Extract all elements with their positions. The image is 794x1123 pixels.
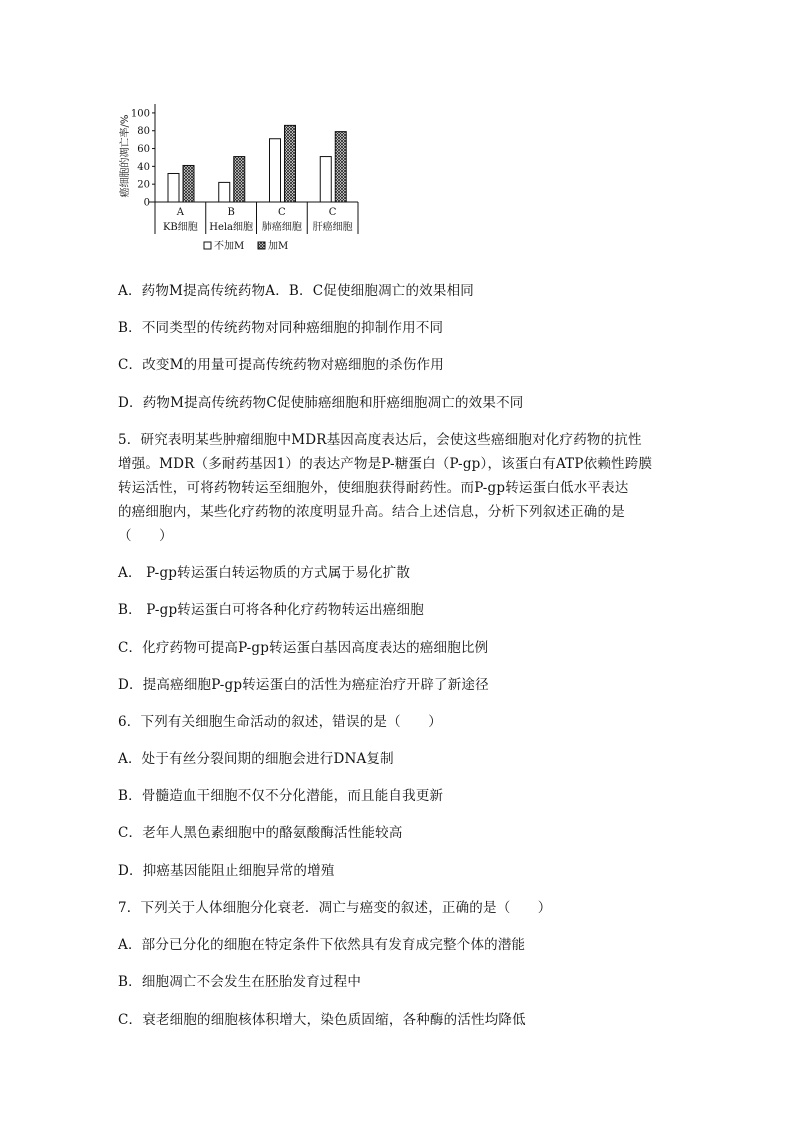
- category-letter: C: [328, 207, 337, 218]
- legend-label: 不加M: [214, 241, 245, 252]
- chart-legend: [204, 239, 288, 252]
- legend-swatch: [204, 242, 211, 249]
- question-5-line-3: 转运活性，可将药物转运至细胞外，使细胞获得耐药性。而P-gp转运蛋白低水平表达: [118, 480, 629, 496]
- x-category-labels: [163, 207, 353, 233]
- option-a-q5: A． P-gp转运蛋白转运物质的方式属于易化扩散: [118, 565, 411, 581]
- y-axis-label-group: [118, 115, 131, 198]
- option-c-q5: C．化疗药物可提高P-gp转运蛋白基因高度表达的癌细胞比例: [118, 640, 489, 656]
- option-a-q6: A．处于有丝分裂间期的细胞会进行DNA复制: [118, 751, 394, 767]
- bar-without-m: [168, 173, 179, 202]
- option-b-q7: B．细胞凋亡不会发生在胚胎发育过程中: [118, 974, 362, 990]
- option-b-q4: B．不同类型的传统药物对同种癌细胞的抑制作用不同: [118, 320, 444, 336]
- option-b-q5: B． P-gp转运蛋白可将各种化疗药物转运出癌细胞: [118, 602, 424, 618]
- chart-bars: [168, 125, 346, 202]
- option-a-q4: A．药物M提高传统药物A．B．C促使细胞凋亡的效果相同: [118, 283, 474, 299]
- y-tick-label: 100: [130, 108, 150, 120]
- category-name: 肺癌细胞: [261, 222, 302, 233]
- y-tick-labels: [131, 108, 150, 208]
- apoptosis-bar-chart: [108, 96, 368, 266]
- option-c-q7: C．衰老细胞的细胞核体积增大，染色质固缩，各种酶的活性均降低: [118, 1012, 526, 1028]
- bar-with-m: [183, 165, 194, 202]
- y-tick-label: 0: [143, 197, 150, 209]
- y-axis-label: 癌细胞的凋亡率/%: [120, 114, 131, 198]
- option-d-q6: D．抑癌基因能阻止细胞异常的增殖: [118, 863, 335, 879]
- bar-with-m: [285, 125, 296, 202]
- bar-with-m: [335, 132, 346, 202]
- option-d-q5: D．提高癌细胞P-gp转运蛋白的活性为癌症治疗开辟了新途径: [118, 677, 489, 693]
- question-6: 6．下列有关细胞生命活动的叙述，错误的是（ ）: [118, 714, 442, 730]
- category-name: Hela细胞: [209, 222, 254, 233]
- y-tick-label: 40: [137, 161, 150, 173]
- option-c-q4: C．改变M的用量可提高传统药物对癌细胞的杀伤作用: [118, 357, 444, 373]
- question-5-line-4: 的癌细胞内，某些化疗药物的浓度明显升高。结合上述信息，分析下列叙述正确的是: [118, 504, 625, 520]
- question-5-line-2: 增强。MDR（多耐药基因1）的表达产物是P-糖蛋白（P-gp），该蛋白有ATP依赖性跨膜: [118, 456, 653, 472]
- bar-without-m: [270, 139, 281, 202]
- legend-swatch: [258, 242, 265, 249]
- legend-label: 加M: [268, 241, 289, 252]
- category-letter: B: [227, 207, 235, 218]
- bar-without-m: [320, 157, 331, 202]
- option-c-q6: C．老年人黑色素细胞中的酪氨酸酶活性能较高: [118, 825, 403, 841]
- y-tick-label: 20: [137, 179, 150, 191]
- question-7: 7．下列关于人体细胞分化衰老．凋亡与癌变的叙述，正确的是（ ）: [118, 900, 552, 916]
- category-name: 肝癌细胞: [312, 222, 353, 233]
- option-a-q7: A．部分已分化的细胞在特定条件下依然具有发育成完整个体的潜能: [118, 937, 526, 953]
- y-tick-label: 80: [137, 126, 150, 138]
- bar-with-m: [234, 157, 245, 202]
- bar-without-m: [219, 182, 230, 202]
- y-tick-label: 60: [137, 144, 150, 156]
- question-5-line-5: （ ）: [118, 528, 173, 544]
- category-name: KB细胞: [162, 222, 198, 233]
- category-letter: A: [176, 207, 184, 218]
- question-5-line-1: 5．研究表明某些肿瘤细胞中MDR基因高度表达后，会使这些癌细胞对化疗药物的抗性: [118, 432, 642, 448]
- category-letter: C: [278, 207, 286, 218]
- option-b-q6: B．骨髓造血干细胞不仅不分化潜能，而且能自我更新: [118, 788, 444, 804]
- option-d-q4: D．药物M提高传统药物C促使肺癌细胞和肝癌细胞凋亡的效果不同: [118, 395, 524, 411]
